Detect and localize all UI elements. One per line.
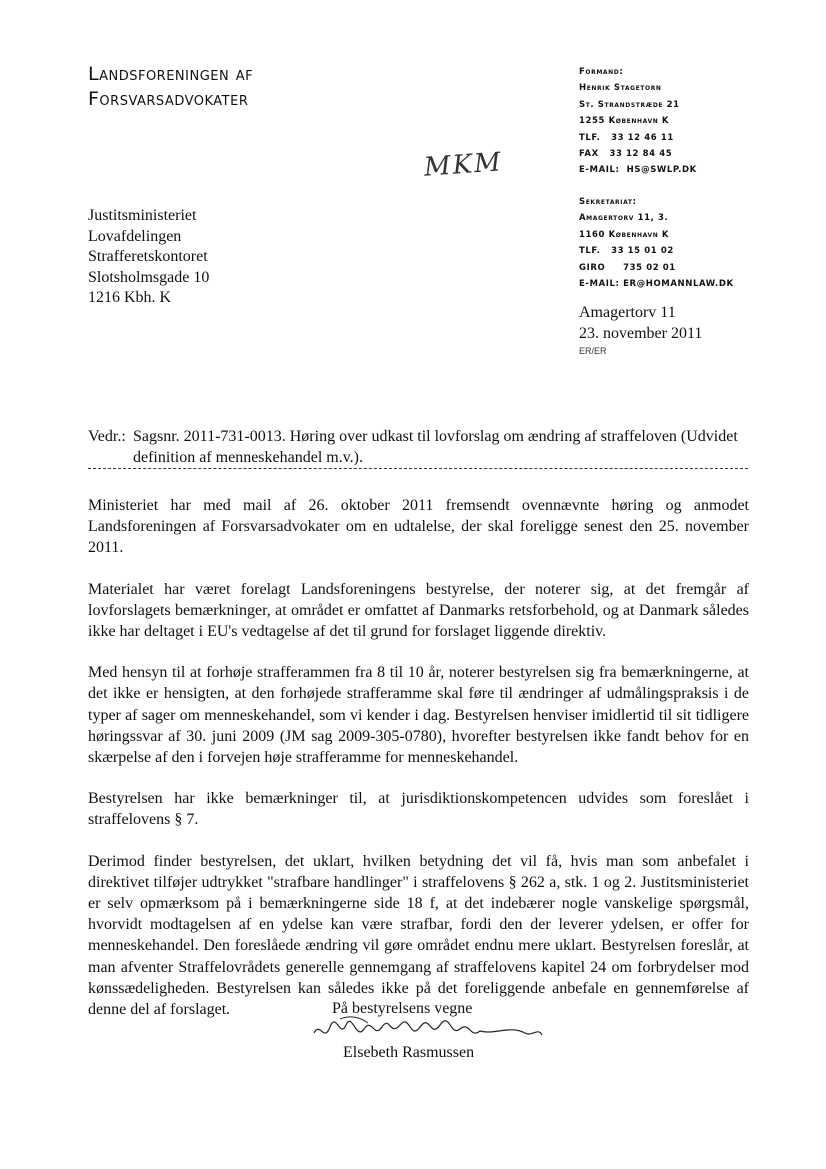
recipient-line: Justitsministeriet (88, 207, 197, 224)
secretariat-giro: GIRO 735 02 01 (579, 262, 676, 273)
body-paragraph: Bestyrelsen har ikke bemærkninger til, at jurisdiktionskompetencen udvides som foreslået i straffelovens § 7. (88, 790, 749, 829)
chairman-email: E-MAIL: HS@SWLP.DK (579, 165, 697, 176)
subject-line (88, 426, 748, 468)
sender-address: Amagertorv 11 (579, 304, 676, 321)
chairman-contact-block (579, 64, 697, 179)
secretariat-email: E-MAIL: ER@HOMANNLAW.DK (579, 279, 734, 290)
body-paragraph: Ministeriet har med mail af 26. oktober 2011 fremsendt ovennævnte høring og anmodet Landsforeningen af Forsvarsadvokater om en udtalelse, der skal foreligge senest den 25. november 2011. (88, 497, 749, 557)
letter-date: 23. november 2011 (579, 324, 703, 342)
letter-body (88, 495, 749, 1040)
sender-place-date (579, 303, 702, 357)
subject-label: Vedr.: (88, 428, 126, 445)
subject-text: Sagsnr. 2011-731-0013. Høring over udkast til lovforslag om ændring af straffeloven (Udvidet definition af menneskehandel m.v.). (133, 428, 738, 466)
recipient-address (88, 206, 209, 309)
secretariat-contact-block (579, 194, 734, 292)
handwritten-initials: MKM (423, 147, 504, 183)
secretariat-city: 1160 København K (579, 229, 670, 240)
chairman-name: Henrik Stagetorn (579, 83, 662, 94)
chairman-fax: FAX 33 12 84 45 (579, 149, 673, 160)
dashed-divider (88, 468, 748, 469)
signature-block (320, 999, 550, 1063)
body-paragraph: Materialet har været forelagt Landsforeningens bestyrelse, der noterer sig, at det fremgår af lovforslagets bemærkninger, at området er omfattet af Danmarks retsforbehold, og at Danmark således ikke har deltaget i EU's vedtagelse af det til grund for forslaget liggende direktiv. (88, 580, 749, 641)
handwritten-signature (320, 1019, 550, 1043)
recipient-line: Strafferetskontoret (88, 248, 208, 265)
body-paragraph: Derimod finder bestyrelsen, det uklart, hvilken betydning det vil få, hvis man som anbefalet i direktivet tilføjer udtrykket "strafbare handlinger" i straffelovens § 262 a, stk. 1 og 2. Justitsministeriet er selv opmærksom på i bemærkningerne side 18 f, at det indebærer nogle vanskelige spørgsmål, hvorvidt modtagelsen af en ydelse kan være strafbar, fordi den der leverer ydelsen, er offer for menneskehandel. Den foreslåede ændring vil gøre området endnu mere uklart. Bestyrelsen foreslår, at man afventer Straffelovrådets generelle gennemgang af straffelovens kapitel 24 om forbrydelser mod kønssædeligheden. Bestyrelsen kan således ikke på det foreliggende anbefale en gennemførelse af denne del af forslaget. (88, 852, 749, 1019)
secretariat-street: Amagertorv 11, 3. (579, 213, 669, 224)
signature-scribble (310, 1013, 550, 1049)
closing-greeting: På bestyrelsens vegne (332, 1000, 473, 1017)
org-name-line1: Landsforeningen af (88, 63, 254, 85)
secretariat-title: Sekretariat: (579, 197, 637, 207)
organization-name (88, 62, 253, 112)
secretariat-phone: TLF. 33 15 01 02 (579, 246, 674, 257)
chairman-title: Formand: (579, 67, 624, 77)
reference-initials: ER/ER (579, 345, 607, 356)
org-name-line2: Forsvarsadvokater (88, 88, 249, 110)
body-paragraph: Med hensyn til at forhøje strafferammen fra 8 til 10 år, noterer bestyrelsen sig fra bemærkningerne, at det ikke er hensigten, at den forhøjede strafferamme skal føre til ændringer af udmålingspraksis i de typer af sager om menneskehandel, som vi kender i dag. Bestyrelsen henviser imidlertid til sit tidligere høringssvar af 30. juni 2009 (JM sag 2009-305-0780), hvorefter bestyrelsen ikke fandt behov for en skærpelse af den i forvejen høje strafferamme for menneskehandel. (88, 664, 749, 767)
recipient-line: 1216 Kbh. K (88, 289, 172, 306)
recipient-line: Lovafdelingen (88, 227, 182, 245)
chairman-phone: TLF. 33 12 46 11 (579, 132, 674, 143)
recipient-line: Slotsholmsgade 10 (88, 268, 210, 286)
chairman-city: 1255 København K (579, 116, 670, 127)
chairman-street: St. Strandstræde 21 (579, 99, 680, 110)
signatory-name: Elsebeth Rasmussen (343, 1044, 475, 1061)
